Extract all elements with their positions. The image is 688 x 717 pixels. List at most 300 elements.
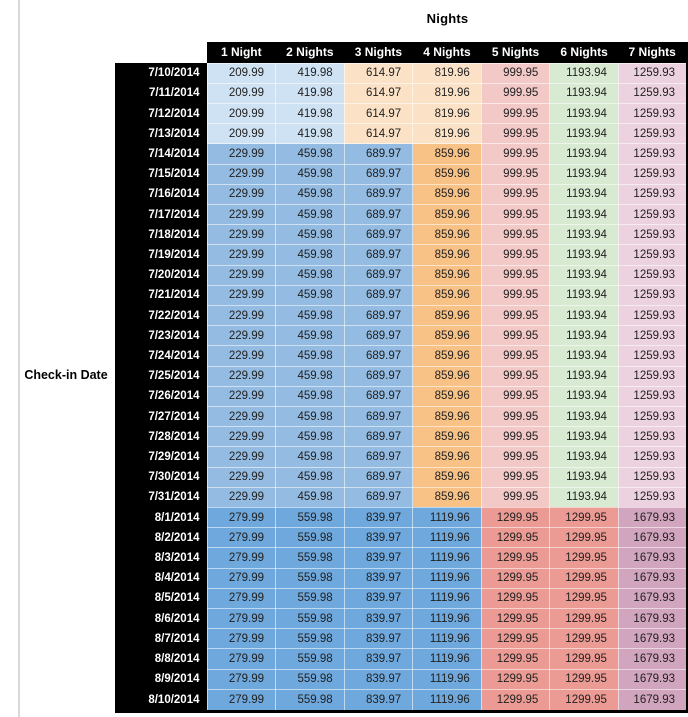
table-row: [115, 346, 687, 366]
price-cell[interactable]: 1119.96: [413, 608, 482, 628]
price-cell[interactable]: 859.96: [413, 386, 482, 406]
price-cell[interactable]: 459.98: [276, 204, 345, 224]
page-edge-divider: [18, 0, 20, 717]
price-cell[interactable]: 1193.94: [550, 245, 619, 265]
price-cell[interactable]: 1259.93: [618, 406, 687, 426]
price-cell[interactable]: 859.96: [413, 204, 482, 224]
price-cell[interactable]: 1299.95: [481, 669, 550, 689]
price-cell[interactable]: 859.96: [413, 184, 482, 204]
date-cell[interactable]: 7/14/2014: [115, 144, 207, 164]
table-row: [115, 164, 687, 184]
date-cell[interactable]: 7/17/2014: [115, 204, 207, 224]
price-cell[interactable]: 559.98: [276, 608, 345, 628]
price-cell[interactable]: 999.95: [481, 164, 550, 184]
date-cell[interactable]: 7/11/2014: [115, 83, 207, 103]
date-cell[interactable]: 7/13/2014: [115, 124, 207, 144]
price-cell[interactable]: 229.99: [207, 427, 276, 447]
price-cell[interactable]: 689.97: [344, 184, 413, 204]
price-cell[interactable]: 1119.96: [413, 629, 482, 649]
price-cell[interactable]: 999.95: [481, 245, 550, 265]
date-cell[interactable]: 8/9/2014: [115, 669, 207, 689]
date-cell[interactable]: 8/2/2014: [115, 528, 207, 548]
table-row: [115, 103, 687, 123]
date-cell[interactable]: 7/26/2014: [115, 386, 207, 406]
price-cell[interactable]: 279.99: [207, 629, 276, 649]
price-cell[interactable]: 459.98: [276, 447, 345, 467]
price-cell[interactable]: 1679.93: [618, 669, 687, 689]
price-cell[interactable]: 999.95: [481, 184, 550, 204]
table-row: [115, 305, 687, 325]
price-cell[interactable]: 1299.95: [550, 507, 619, 527]
price-cell[interactable]: 1119.96: [413, 548, 482, 568]
price-cell[interactable]: 1259.93: [618, 265, 687, 285]
price-cell[interactable]: 1193.94: [550, 326, 619, 346]
price-cell[interactable]: 1679.93: [618, 568, 687, 588]
price-cell[interactable]: 1259.93: [618, 225, 687, 245]
price-cell[interactable]: 209.99: [207, 103, 276, 123]
price-cell[interactable]: 1193.94: [550, 386, 619, 406]
price-cell[interactable]: 999.95: [481, 144, 550, 164]
price-cell[interactable]: 689.97: [344, 406, 413, 426]
price-cell[interactable]: 859.96: [413, 326, 482, 346]
price-cell[interactable]: 859.96: [413, 144, 482, 164]
price-cell[interactable]: 1259.93: [618, 467, 687, 487]
price-cell[interactable]: 1193.94: [550, 204, 619, 224]
price-cell[interactable]: 229.99: [207, 305, 276, 325]
price-cell[interactable]: 459.98: [276, 487, 345, 507]
price-cell[interactable]: 1299.95: [481, 689, 550, 711]
price-cell[interactable]: 839.97: [344, 568, 413, 588]
price-cell[interactable]: 559.98: [276, 649, 345, 669]
price-cell[interactable]: 279.99: [207, 568, 276, 588]
price-cell[interactable]: 1299.95: [481, 588, 550, 608]
price-cell[interactable]: 1259.93: [618, 326, 687, 346]
price-cell[interactable]: 459.98: [276, 386, 345, 406]
price-cell[interactable]: 819.96: [413, 103, 482, 123]
price-cell[interactable]: 1193.94: [550, 346, 619, 366]
price-cell[interactable]: 1119.96: [413, 528, 482, 548]
date-cell[interactable]: 7/19/2014: [115, 245, 207, 265]
price-cell[interactable]: 459.98: [276, 305, 345, 325]
price-cell[interactable]: 229.99: [207, 346, 276, 366]
price-cell[interactable]: 689.97: [344, 265, 413, 285]
table-row: [115, 225, 687, 245]
price-cell[interactable]: 1259.93: [618, 164, 687, 184]
price-cell[interactable]: 1259.93: [618, 204, 687, 224]
price-cell[interactable]: 859.96: [413, 427, 482, 447]
price-cell[interactable]: 459.98: [276, 225, 345, 245]
price-cell[interactable]: 1299.95: [550, 629, 619, 649]
column-header-7-night[interactable]: 7 Nights: [618, 42, 687, 63]
price-cell[interactable]: 1193.94: [550, 144, 619, 164]
price-cell[interactable]: 229.99: [207, 184, 276, 204]
price-cell[interactable]: 689.97: [344, 447, 413, 467]
price-cell[interactable]: 1299.95: [550, 649, 619, 669]
table-row: [115, 204, 687, 224]
price-cell[interactable]: 229.99: [207, 144, 276, 164]
price-cell[interactable]: 999.95: [481, 346, 550, 366]
price-cell[interactable]: 1299.95: [550, 588, 619, 608]
price-cell[interactable]: 689.97: [344, 366, 413, 386]
table-row: [115, 588, 687, 608]
price-cell[interactable]: 229.99: [207, 225, 276, 245]
table-row: [115, 406, 687, 426]
price-cell[interactable]: 559.98: [276, 548, 345, 568]
date-cell[interactable]: 7/27/2014: [115, 406, 207, 426]
price-cell[interactable]: 859.96: [413, 366, 482, 386]
price-cell[interactable]: 999.95: [481, 427, 550, 447]
date-cell[interactable]: 7/25/2014: [115, 366, 207, 386]
price-cell[interactable]: 1299.95: [481, 629, 550, 649]
table-row: [115, 608, 687, 628]
price-cell[interactable]: 229.99: [207, 265, 276, 285]
price-cell[interactable]: 859.96: [413, 447, 482, 467]
price-cell[interactable]: 839.97: [344, 507, 413, 527]
price-cell[interactable]: 1259.93: [618, 124, 687, 144]
price-cell[interactable]: 999.95: [481, 366, 550, 386]
price-cell[interactable]: 459.98: [276, 346, 345, 366]
table-row: [115, 265, 687, 285]
table-row: [115, 245, 687, 265]
price-cell[interactable]: 1193.94: [550, 406, 619, 426]
price-cell[interactable]: 1119.96: [413, 507, 482, 527]
table-row: [115, 184, 687, 204]
table-row: [115, 507, 687, 527]
column-header-5-night[interactable]: 5 Nights: [481, 42, 550, 63]
date-cell[interactable]: 7/15/2014: [115, 164, 207, 184]
table-row: [115, 63, 687, 83]
price-cell[interactable]: 1193.94: [550, 184, 619, 204]
price-cell[interactable]: 1259.93: [618, 487, 687, 507]
price-cell[interactable]: 1299.95: [550, 608, 619, 628]
price-cell[interactable]: 689.97: [344, 225, 413, 245]
price-cell[interactable]: 1679.93: [618, 507, 687, 527]
price-cell[interactable]: 859.96: [413, 164, 482, 184]
price-cell[interactable]: 999.95: [481, 487, 550, 507]
date-cell[interactable]: 7/22/2014: [115, 305, 207, 325]
price-cell[interactable]: 279.99: [207, 608, 276, 628]
price-cell[interactable]: 1299.95: [550, 568, 619, 588]
table-row: [115, 528, 687, 548]
table-row: [115, 568, 687, 588]
date-cell[interactable]: 8/8/2014: [115, 649, 207, 669]
price-cell[interactable]: 459.98: [276, 164, 345, 184]
price-cell[interactable]: 839.97: [344, 669, 413, 689]
date-cell[interactable]: 7/28/2014: [115, 427, 207, 447]
price-cell[interactable]: 419.98: [276, 124, 345, 144]
price-cell[interactable]: 459.98: [276, 366, 345, 386]
price-cell[interactable]: 459.98: [276, 184, 345, 204]
price-cell[interactable]: 689.97: [344, 204, 413, 224]
price-cell[interactable]: 1679.93: [618, 548, 687, 568]
table-row: [115, 427, 687, 447]
price-cell[interactable]: 279.99: [207, 507, 276, 527]
price-cell[interactable]: 229.99: [207, 386, 276, 406]
price-cell[interactable]: 819.96: [413, 83, 482, 103]
price-cell[interactable]: 1259.93: [618, 184, 687, 204]
date-cell[interactable]: 7/30/2014: [115, 467, 207, 487]
price-table-body: [115, 63, 687, 712]
price-cell[interactable]: 999.95: [481, 265, 550, 285]
price-cell[interactable]: 229.99: [207, 467, 276, 487]
date-cell[interactable]: 8/3/2014: [115, 548, 207, 568]
price-cell[interactable]: 559.98: [276, 629, 345, 649]
date-cell[interactable]: 7/12/2014: [115, 103, 207, 123]
price-cell[interactable]: 279.99: [207, 649, 276, 669]
price-cell[interactable]: 229.99: [207, 406, 276, 426]
price-cell[interactable]: 229.99: [207, 164, 276, 184]
price-cell[interactable]: 1259.93: [618, 144, 687, 164]
price-cell[interactable]: 1193.94: [550, 285, 619, 305]
price-cell[interactable]: 1259.93: [618, 386, 687, 406]
price-cell[interactable]: 1259.93: [618, 366, 687, 386]
price-cell[interactable]: 459.98: [276, 406, 345, 426]
price-cell[interactable]: 279.99: [207, 669, 276, 689]
price-cell[interactable]: 689.97: [344, 487, 413, 507]
date-cell[interactable]: 7/21/2014: [115, 285, 207, 305]
table-row: [115, 285, 687, 305]
price-cell[interactable]: 1259.93: [618, 346, 687, 366]
price-cell[interactable]: 1259.93: [618, 103, 687, 123]
price-cell[interactable]: 614.97: [344, 103, 413, 123]
price-cell[interactable]: 229.99: [207, 447, 276, 467]
date-cell[interactable]: 7/20/2014: [115, 265, 207, 285]
price-cell[interactable]: 839.97: [344, 528, 413, 548]
table-row: [115, 629, 687, 649]
date-cell[interactable]: 7/31/2014: [115, 487, 207, 507]
price-cell[interactable]: 689.97: [344, 427, 413, 447]
price-cell[interactable]: 1259.93: [618, 427, 687, 447]
price-cell[interactable]: 459.98: [276, 144, 345, 164]
nights-axis-title: Nights: [426, 11, 469, 26]
price-cell[interactable]: 999.95: [481, 124, 550, 144]
price-cell[interactable]: 1193.94: [550, 427, 619, 447]
price-cell[interactable]: 999.95: [481, 285, 550, 305]
price-cell[interactable]: 1259.93: [618, 447, 687, 467]
price-cell[interactable]: 999.95: [481, 305, 550, 325]
table-row: [115, 669, 687, 689]
price-cell[interactable]: 689.97: [344, 285, 413, 305]
price-cell[interactable]: 999.95: [481, 83, 550, 103]
date-cell[interactable]: 7/10/2014: [115, 63, 207, 83]
price-cell[interactable]: 859.96: [413, 225, 482, 245]
price-cell[interactable]: 459.98: [276, 285, 345, 305]
table-row: [115, 366, 687, 386]
price-cell[interactable]: 1299.95: [481, 568, 550, 588]
price-cell[interactable]: 689.97: [344, 305, 413, 325]
price-cell[interactable]: 279.99: [207, 588, 276, 608]
price-cell[interactable]: 1119.96: [413, 649, 482, 669]
price-cell[interactable]: 1193.94: [550, 305, 619, 325]
price-cell[interactable]: 559.98: [276, 689, 345, 711]
price-cell[interactable]: 419.98: [276, 83, 345, 103]
price-cell[interactable]: 999.95: [481, 204, 550, 224]
price-cell[interactable]: 1193.94: [550, 225, 619, 245]
price-cell[interactable]: 1193.94: [550, 164, 619, 184]
price-cell[interactable]: 229.99: [207, 326, 276, 346]
price-cell[interactable]: 999.95: [481, 386, 550, 406]
corner-spacer: [115, 42, 207, 63]
column-header-6-night[interactable]: 6 Nights: [550, 42, 619, 63]
price-cell[interactable]: 999.95: [481, 326, 550, 346]
price-cell[interactable]: 999.95: [481, 63, 550, 83]
price-cell[interactable]: 459.98: [276, 326, 345, 346]
price-cell[interactable]: 279.99: [207, 689, 276, 711]
price-cell[interactable]: 1299.95: [481, 548, 550, 568]
price-cell[interactable]: 839.97: [344, 649, 413, 669]
table-row: [115, 467, 687, 487]
price-cell[interactable]: 999.95: [481, 467, 550, 487]
price-cell[interactable]: 209.99: [207, 63, 276, 83]
price-cell[interactable]: 559.98: [276, 669, 345, 689]
price-cell[interactable]: 689.97: [344, 467, 413, 487]
price-cell[interactable]: 1119.96: [413, 689, 482, 711]
table-row: [115, 487, 687, 507]
date-cell[interactable]: 7/16/2014: [115, 184, 207, 204]
price-cell[interactable]: 689.97: [344, 164, 413, 184]
price-cell[interactable]: 229.99: [207, 285, 276, 305]
price-cell[interactable]: 279.99: [207, 548, 276, 568]
price-cell[interactable]: 1299.95: [550, 548, 619, 568]
price-cell[interactable]: 459.98: [276, 265, 345, 285]
price-cell[interactable]: 1299.95: [550, 689, 619, 711]
date-cell[interactable]: 8/5/2014: [115, 588, 207, 608]
price-cell[interactable]: 689.97: [344, 245, 413, 265]
date-cell[interactable]: 8/6/2014: [115, 608, 207, 628]
price-cell[interactable]: 229.99: [207, 245, 276, 265]
price-cell[interactable]: 689.97: [344, 346, 413, 366]
price-cell[interactable]: 1193.94: [550, 63, 619, 83]
price-cell[interactable]: 689.97: [344, 144, 413, 164]
price-cell[interactable]: 689.97: [344, 326, 413, 346]
price-cell[interactable]: 839.97: [344, 548, 413, 568]
date-cell[interactable]: 8/7/2014: [115, 629, 207, 649]
price-table: [115, 42, 688, 713]
table-row: [115, 548, 687, 568]
price-cell[interactable]: 614.97: [344, 63, 413, 83]
price-cell[interactable]: 1119.96: [413, 669, 482, 689]
price-cell[interactable]: 1119.96: [413, 588, 482, 608]
price-cell[interactable]: 999.95: [481, 103, 550, 123]
column-header-4-night[interactable]: 4 Nights: [413, 42, 482, 63]
price-cell[interactable]: 229.99: [207, 487, 276, 507]
price-cell[interactable]: 999.95: [481, 447, 550, 467]
price-cell[interactable]: 559.98: [276, 568, 345, 588]
price-cell[interactable]: 559.98: [276, 588, 345, 608]
price-cell[interactable]: 1299.95: [550, 669, 619, 689]
price-cell[interactable]: 859.96: [413, 346, 482, 366]
price-cell[interactable]: 1259.93: [618, 285, 687, 305]
price-cell[interactable]: 859.96: [413, 467, 482, 487]
price-cell[interactable]: 229.99: [207, 366, 276, 386]
price-cell[interactable]: 1679.93: [618, 608, 687, 628]
price-cell[interactable]: 559.98: [276, 528, 345, 548]
price-cell[interactable]: 1193.94: [550, 265, 619, 285]
price-cell[interactable]: 614.97: [344, 124, 413, 144]
date-cell[interactable]: 7/23/2014: [115, 326, 207, 346]
date-cell[interactable]: 8/1/2014: [115, 507, 207, 527]
table-row: [115, 326, 687, 346]
column-header-row: [115, 42, 687, 63]
price-cell[interactable]: 419.98: [276, 103, 345, 123]
checkin-date-axis-label: Check-in Date: [24, 368, 108, 382]
price-cell[interactable]: 1299.95: [481, 608, 550, 628]
date-cell[interactable]: 7/18/2014: [115, 225, 207, 245]
table-row: [115, 649, 687, 669]
price-cell[interactable]: 279.99: [207, 528, 276, 548]
table-row: [115, 386, 687, 406]
price-cell[interactable]: 229.99: [207, 204, 276, 224]
column-header-1-night[interactable]: 1 Night: [207, 42, 276, 63]
price-cell[interactable]: 1259.93: [618, 305, 687, 325]
price-cell[interactable]: 1193.94: [550, 366, 619, 386]
table-row: [115, 83, 687, 103]
price-cell[interactable]: 209.99: [207, 83, 276, 103]
date-cell[interactable]: 7/24/2014: [115, 346, 207, 366]
price-cell[interactable]: 859.96: [413, 265, 482, 285]
price-cell[interactable]: 1259.93: [618, 245, 687, 265]
price-cell[interactable]: 819.96: [413, 63, 482, 83]
date-cell[interactable]: 8/4/2014: [115, 568, 207, 588]
price-cell[interactable]: 1679.93: [618, 629, 687, 649]
price-cell[interactable]: 839.97: [344, 689, 413, 711]
price-cell[interactable]: 1193.94: [550, 487, 619, 507]
price-cell[interactable]: 1679.93: [618, 649, 687, 669]
price-cell[interactable]: 1119.96: [413, 568, 482, 588]
price-cell[interactable]: 1299.95: [481, 507, 550, 527]
price-cell[interactable]: 859.96: [413, 406, 482, 426]
table-row: [115, 447, 687, 467]
price-cell[interactable]: 819.96: [413, 124, 482, 144]
price-cell[interactable]: 1193.94: [550, 467, 619, 487]
price-cell[interactable]: 614.97: [344, 83, 413, 103]
price-cell[interactable]: 839.97: [344, 588, 413, 608]
date-cell[interactable]: 7/29/2014: [115, 447, 207, 467]
price-cell[interactable]: 999.95: [481, 406, 550, 426]
price-cell[interactable]: 839.97: [344, 608, 413, 628]
price-cell[interactable]: 839.97: [344, 629, 413, 649]
price-cell[interactable]: 1679.93: [618, 588, 687, 608]
table-row: [115, 689, 687, 711]
price-cell[interactable]: 1259.93: [618, 63, 687, 83]
price-cell[interactable]: 1299.95: [481, 528, 550, 548]
date-cell[interactable]: 8/10/2014: [115, 689, 207, 711]
price-cell[interactable]: 419.98: [276, 63, 345, 83]
price-cell[interactable]: 1259.93: [618, 83, 687, 103]
price-cell[interactable]: 1193.94: [550, 447, 619, 467]
price-cell[interactable]: 1193.94: [550, 124, 619, 144]
price-cell[interactable]: 859.96: [413, 487, 482, 507]
price-cell[interactable]: 1193.94: [550, 103, 619, 123]
price-cell[interactable]: 459.98: [276, 245, 345, 265]
column-header-2-night[interactable]: 2 Nights: [276, 42, 345, 63]
price-cell[interactable]: 459.98: [276, 467, 345, 487]
column-header-3-night[interactable]: 3 Nights: [344, 42, 413, 63]
price-cell[interactable]: 859.96: [413, 285, 482, 305]
price-cell[interactable]: 859.96: [413, 305, 482, 325]
price-cell[interactable]: 1299.95: [550, 528, 619, 548]
price-cell[interactable]: 1299.95: [481, 649, 550, 669]
price-cell[interactable]: 559.98: [276, 507, 345, 527]
price-cell[interactable]: 209.99: [207, 124, 276, 144]
price-cell[interactable]: 999.95: [481, 225, 550, 245]
price-cell[interactable]: 1193.94: [550, 83, 619, 103]
price-cell[interactable]: 1679.93: [618, 689, 687, 711]
price-cell[interactable]: 459.98: [276, 427, 345, 447]
price-cell[interactable]: 1679.93: [618, 528, 687, 548]
price-cell[interactable]: 859.96: [413, 245, 482, 265]
price-cell[interactable]: 689.97: [344, 386, 413, 406]
